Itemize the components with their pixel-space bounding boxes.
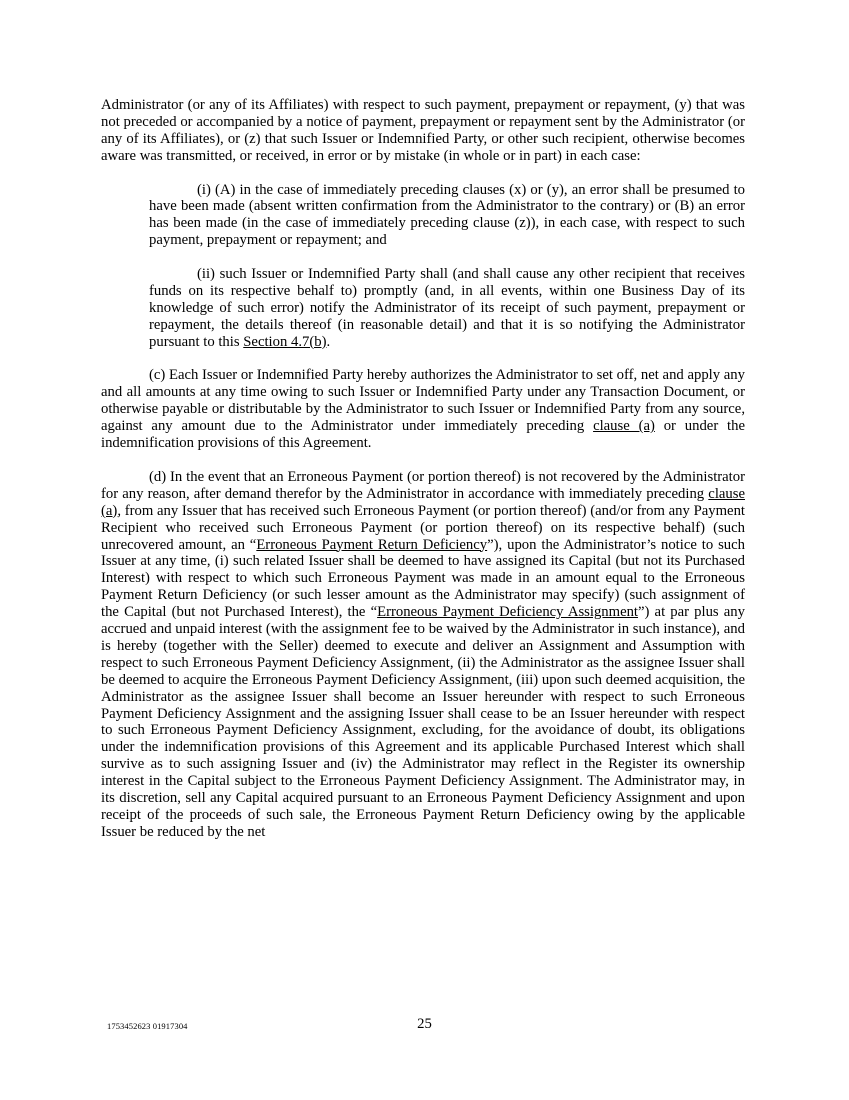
paragraph-c-end: or under the indemnification provisions of this Agreement. xyxy=(101,418,745,452)
subclause-ii-end: . xyxy=(326,333,331,350)
subclause-i xyxy=(149,182,745,250)
section-reference-link[interactable]: Section 4.7(b) xyxy=(243,333,327,350)
paragraph-continuation xyxy=(101,97,745,165)
paragraph-d xyxy=(101,469,745,841)
clause-a-reference-link-2[interactable]: clause (a) xyxy=(101,485,745,519)
clause-a-reference-link[interactable]: clause (a) xyxy=(593,418,655,435)
subclause-ii-text: (ii) such Issuer or Indemnified Party shall (and shall cause any other recipient that receives funds on its respective behalf to) promptly (and, in all events, within one Business Day of its knowledge of such error) notify the Administrator of its receipt of such payment, prepayment or repayment, the details thereof (in reasonable detail) and that it is so notifying the Administrator pursuant to this xyxy=(149,266,745,350)
paragraph-text: Administrator (or any of its Affiliates) with respect to such payment, prepayment or repayment, (y) that was not preceded or accompanied by a notice of payment, prepayment or repayment sent by the Administrator (or any of its Affiliates), or (z) that such Issuer or Indemnified Party, or other such recipient, otherwise becomes aware was transmitted, or received, in error or by mistake (in whole or in part) in each case: xyxy=(101,97,745,164)
defined-term-deficiency-assignment: Erroneous Payment Deficiency Assignment xyxy=(377,604,639,621)
subclause-i-text: (i) (A) in the case of immediately preceding clauses (x) or (y), an error shall be presumed to have been made (absent written confirmation from the Administrator to the contrary) or (B) an error has been made (in the case of immediately preceding clause (z)), in each case, with respect to such payment, prepayment or repayment; and xyxy=(149,181,745,249)
paragraph-d-text-1: (d) In the event that an Erroneous Payment (or portion thereof) is not recovered by the Administrator for any reason, after demand therefor by the Administrator in accordance with immediately preceding xyxy=(101,468,745,502)
subclause-ii xyxy=(149,266,745,351)
paragraph-d-text-4: ”) at par plus any accrued and unpaid interest (with the assignment fee to be waived by the Administrator in such instance), and is hereby (together with the Seller) deemed to execute and deliver an Assignment and Assumption with respect to such Erroneous Payment Deficiency Assignment, (ii) the Administrator as the assignee Issuer shall be deemed to acquire the Erroneous Payment Deficiency Assignment, (iii) upon such deemed acquisition, the Administrator as the assignee Issuer shall become an Issuer hereunder with respect to such Erroneous Payment Deficiency Assignment and the assigning Issuer shall cease to be an Issuer hereunder with respect to such Erroneous Payment Deficiency Assignment, excluding, for the avoidance of doubt, its obligations under the indemnification provisions of this Agreement and its applicable Purchased Interest which shall survive as to such assigning Issuer and (iv) the Administrator may reflect in the Register its ownership interest in the Capital subject to the Erroneous Payment Deficiency Assignment. The Administrator may, in its discretion, sell any Capital acquired pursuant to an Erroneous Payment Deficiency Assignment and upon receipt of the proceeds of such sale, the Erroneous Payment Return Deficiency owing by the applicable Issuer be reduced by the net xyxy=(101,604,745,840)
paragraph-d-text-2: , from any Issuer that has received such Erroneous Payment (or portion thereof) (and/or from any Payment Recipient who received such Erroneous Payment (or portion thereof) on its respective behalf) (such unrecovered amount, an “ xyxy=(101,502,745,553)
paragraph-d-text-3: ”), upon the Administrator’s notice to such Issuer at any time, (i) such related Issuer shall be deemed to have assigned its Capital (but not its Purchased Interest) with respect to which such Erroneous Payment was made in an amount equal to the Erroneous Payment Return Deficiency (or such lesser amount as the Administrator may specify) (such assignment of the Capital (but not Purchased Interest), the “ xyxy=(101,536,745,621)
paragraph-c-text: (c) Each Issuer or Indemnified Party hereby authorizes the Administrator to set off, net and apply any and all amounts at any time owing to such Issuer or Indemnified Party under any Transaction Document, or otherwise payable or distributable by the Administrator to such Issuer or Indemnified Party from any source, against any amount due to the Administrator under immediately preceding xyxy=(101,367,745,435)
defined-term-return-deficiency: Erroneous Payment Return Deficiency xyxy=(256,536,488,553)
footer-document-id: 1753452623 01917304 xyxy=(107,1021,188,1031)
page-number: 25 xyxy=(417,1016,432,1032)
document-body xyxy=(101,97,745,858)
paragraph-c xyxy=(101,367,745,452)
